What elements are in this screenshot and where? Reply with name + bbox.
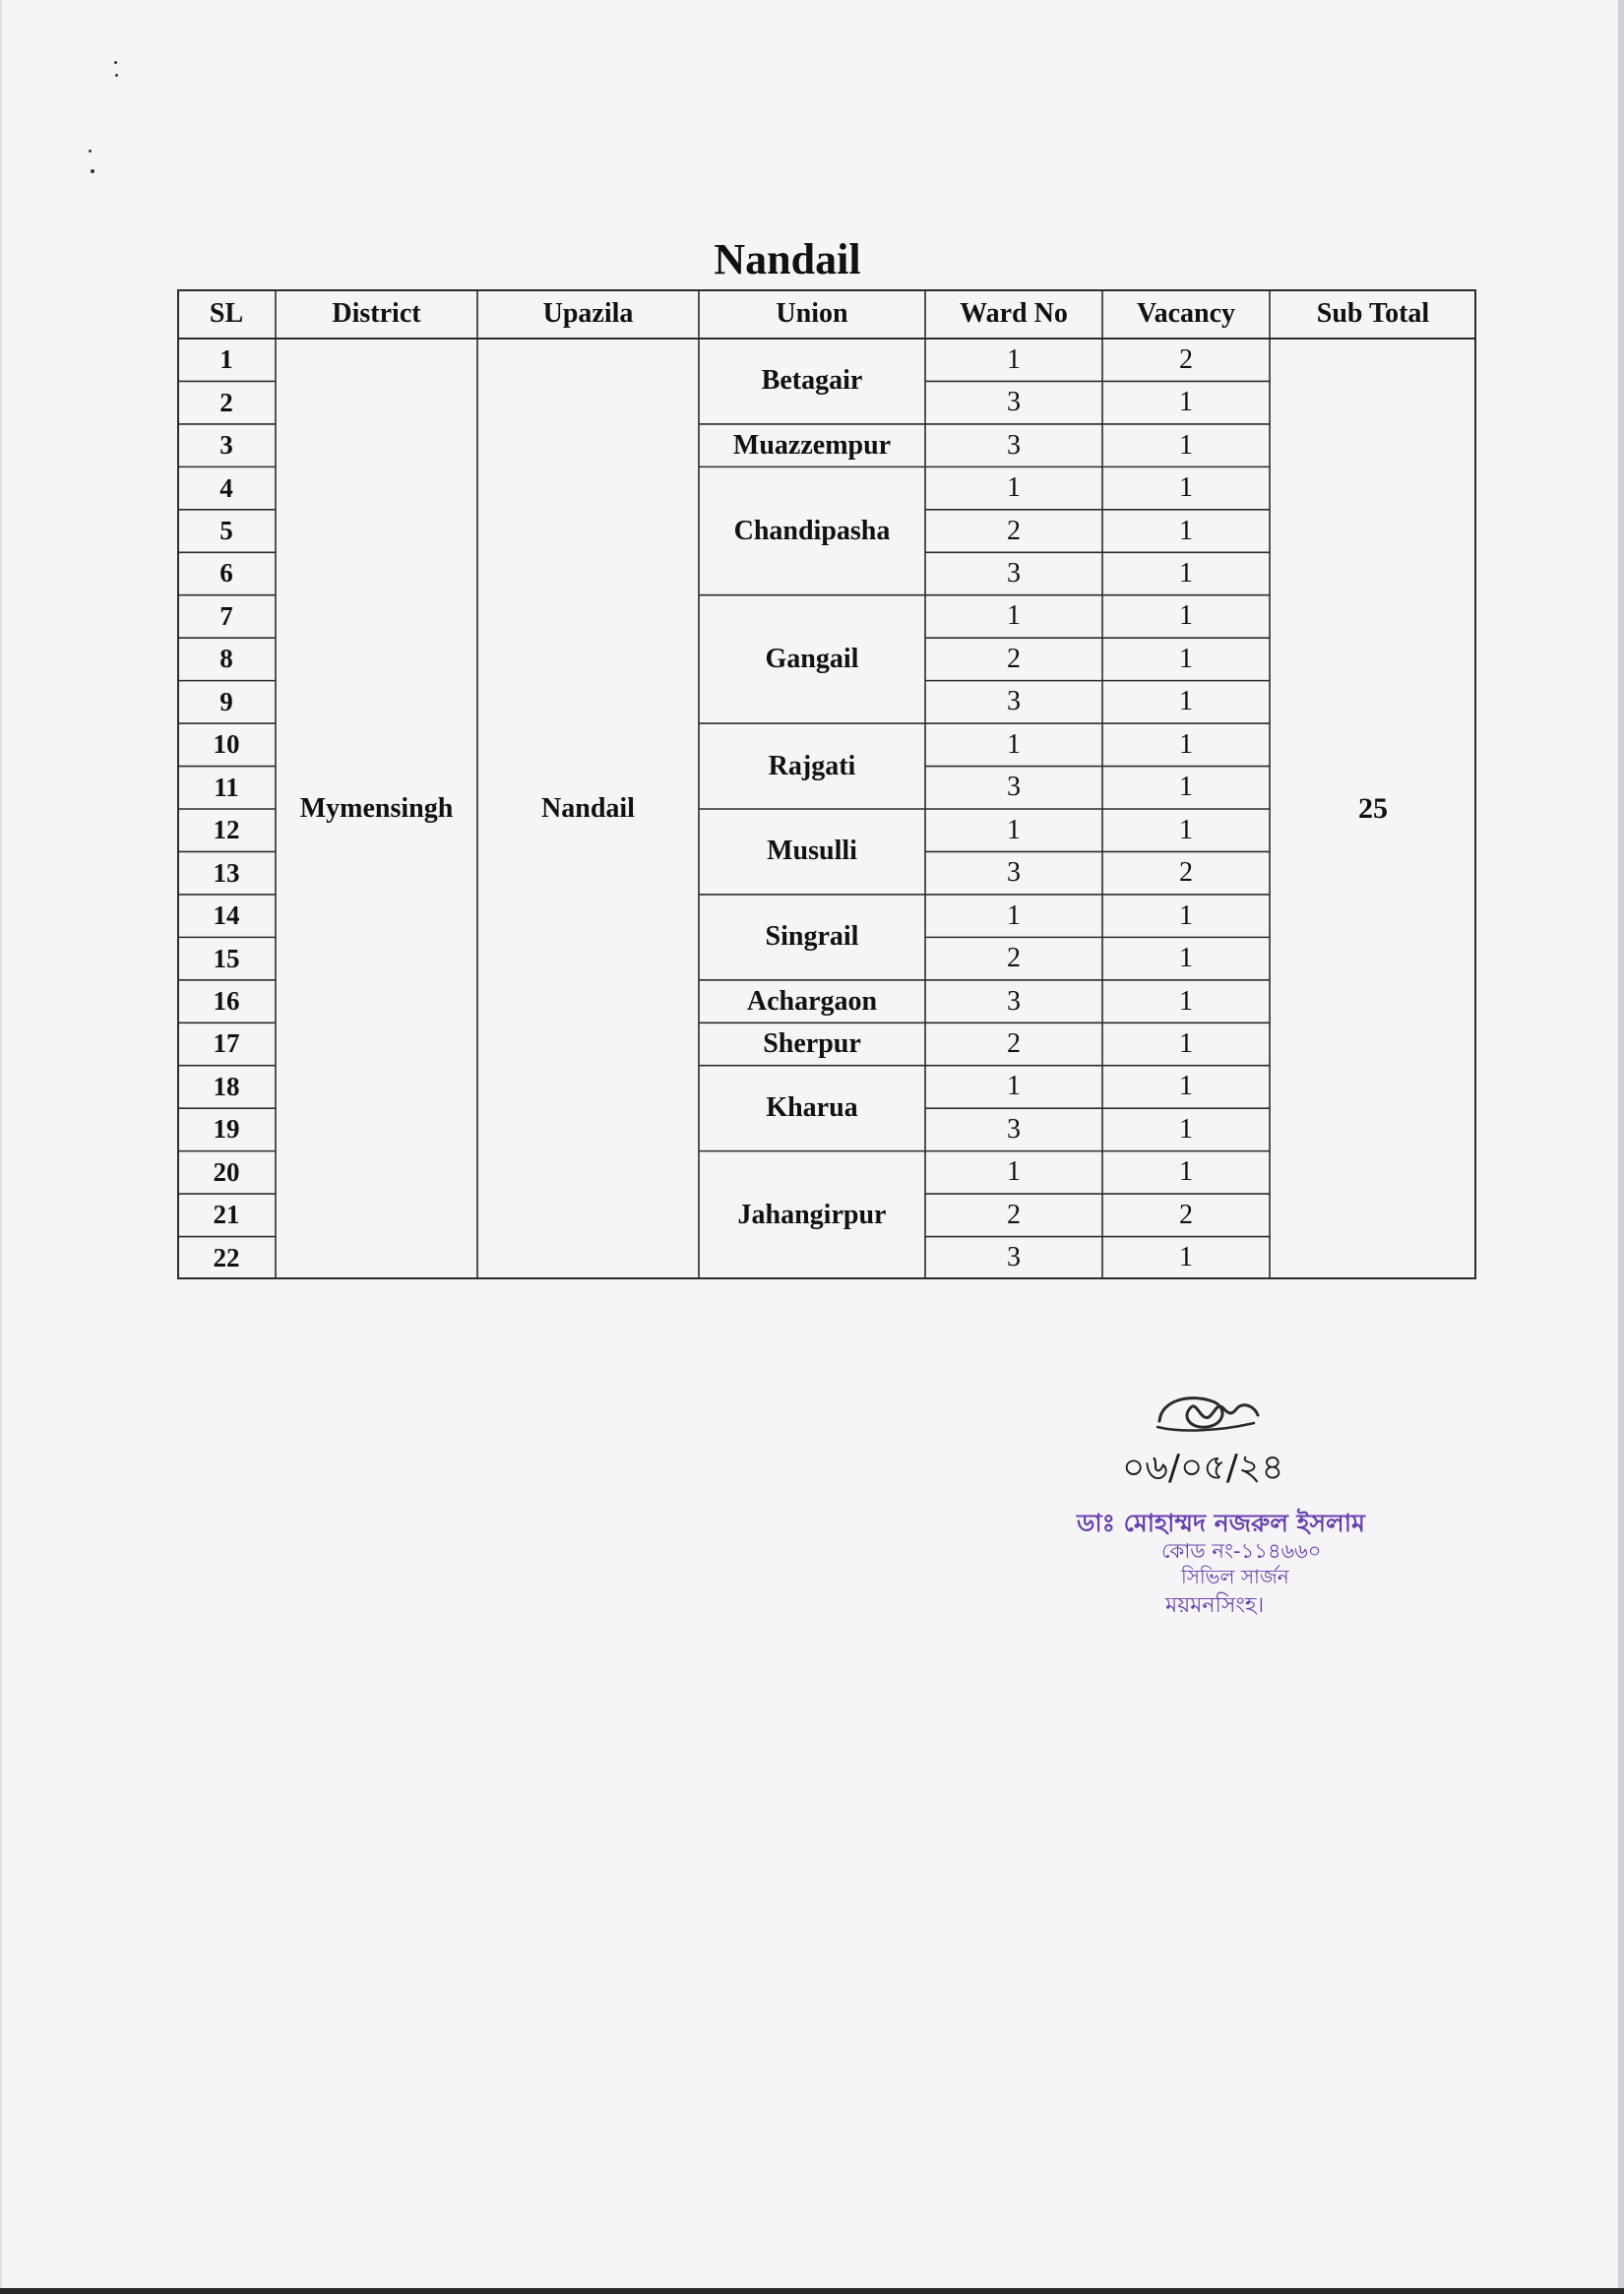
sl-number: 7	[219, 600, 233, 631]
scan-speck	[115, 74, 118, 77]
union-name: Sherpur	[763, 1027, 861, 1059]
vacancy-count: 1	[1179, 814, 1193, 845]
sl-number: 17	[213, 1028, 240, 1059]
sl-number: 12	[213, 815, 240, 845]
vacancy-count: 1	[1179, 1113, 1193, 1145]
sl-number: 2	[219, 387, 233, 417]
district-cell: Mymensingh	[299, 793, 454, 824]
page-left-edge	[0, 0, 2, 2294]
ward-number: 2	[1007, 1199, 1021, 1230]
ward-number: 3	[1007, 985, 1021, 1017]
vacancy-count: 1	[1179, 387, 1193, 418]
ward-number: 3	[1007, 772, 1021, 803]
union-name: Muazzempur	[732, 429, 892, 461]
union-name: Musulli	[767, 836, 857, 867]
union-name: Achargaon	[746, 985, 878, 1017]
header-vacancy: Vacancy	[1136, 298, 1236, 329]
sl-number: 15	[213, 943, 240, 973]
ward-number: 1	[1007, 600, 1021, 632]
signature-stamp	[1073, 1388, 1388, 1634]
ward-number: 3	[1007, 557, 1021, 589]
vacancy-count: 1	[1179, 429, 1193, 461]
sub-total-cell: 25	[1358, 792, 1388, 825]
page-bottom-edge	[0, 2288, 1624, 2294]
table-body	[177, 289, 1476, 1279]
union-name: Gangail	[765, 643, 859, 674]
sl-number: 21	[213, 1200, 240, 1230]
ward-number: 2	[1007, 1027, 1021, 1059]
sl-number: 6	[219, 558, 233, 589]
ward-number: 1	[1007, 1156, 1021, 1188]
header-sub-total: Sub Total	[1316, 298, 1430, 329]
header-ward-no: Ward No	[960, 298, 1068, 329]
sl-number: 18	[213, 1071, 240, 1101]
ward-number: 3	[1007, 1113, 1021, 1145]
sl-number: 8	[219, 644, 233, 674]
sl-number: 22	[213, 1242, 240, 1272]
vacancy-count: 1	[1179, 600, 1193, 632]
stamp-code: কোড নং-১১৪৬৬০	[1161, 1539, 1322, 1563]
vacancy-count: 1	[1179, 1071, 1193, 1102]
ward-number: 3	[1007, 387, 1021, 418]
vacancy-count: 1	[1179, 557, 1193, 589]
vacancy-count: 2	[1179, 343, 1193, 375]
upazila-cell: Nandail	[541, 793, 635, 824]
union-name: Betagair	[761, 365, 863, 397]
vacancy-count: 1	[1179, 515, 1193, 546]
vacancy-count: 2	[1179, 1199, 1193, 1230]
ward-number: 3	[1007, 857, 1021, 889]
vacancy-count: 1	[1179, 728, 1193, 760]
signature-date: ০৬/০৫/২৪	[1122, 1448, 1284, 1488]
sl-number: 14	[213, 900, 240, 931]
stamp-designation: সিভিল সার্জন	[1181, 1565, 1289, 1588]
page-title: Nandail	[714, 235, 861, 283]
sl-number: 1	[219, 344, 233, 375]
vacancy-count: 1	[1179, 943, 1193, 974]
stamp-place: ময়মনসিংহ।	[1165, 1593, 1265, 1618]
vacancy-count: 1	[1179, 772, 1193, 803]
sl-number: 10	[213, 729, 240, 760]
sl-number: 4	[219, 472, 233, 503]
ward-number: 3	[1007, 686, 1021, 717]
ward-number: 1	[1007, 343, 1021, 375]
header-district: District	[332, 298, 421, 329]
header-union: Union	[776, 298, 848, 329]
union-name: Rajgati	[768, 750, 856, 781]
union-name: Kharua	[766, 1092, 858, 1124]
ward-number: 1	[1007, 1071, 1021, 1102]
scan-speck	[89, 150, 92, 153]
vacancy-count: 1	[1179, 1242, 1193, 1273]
ward-number: 2	[1007, 943, 1021, 974]
header-upazila: Upazila	[542, 298, 634, 329]
sl-number: 19	[213, 1114, 240, 1145]
header-sl: SL	[209, 298, 244, 329]
signature-scribble	[1152, 1388, 1270, 1447]
vacancy-count: 1	[1179, 1156, 1193, 1188]
sl-number: 9	[219, 686, 233, 716]
ward-number: 1	[1007, 472, 1021, 504]
sl-number: 5	[219, 516, 233, 546]
vacancy-count: 1	[1179, 643, 1193, 674]
scan-speck	[114, 61, 117, 64]
ward-number: 3	[1007, 1242, 1021, 1273]
union-name: Jahangirpur	[737, 1199, 887, 1230]
vacancy-count: 1	[1179, 899, 1193, 931]
stamp-name: ডাঃ মোহাম্মদ নজরুল ইসলাম	[1077, 1509, 1365, 1537]
vacancy-count: 1	[1179, 472, 1193, 504]
union-name: Singrail	[765, 921, 859, 953]
vacancy-table	[177, 289, 1476, 1279]
page-right-edge	[1618, 0, 1624, 2294]
sl-number: 3	[219, 430, 233, 461]
ward-number: 2	[1007, 643, 1021, 674]
vacancy-count: 2	[1179, 857, 1193, 889]
ward-number: 2	[1007, 515, 1021, 546]
ward-number: 1	[1007, 899, 1021, 931]
sl-number: 13	[213, 857, 240, 888]
vacancy-count: 1	[1179, 985, 1193, 1017]
sl-number: 11	[214, 772, 239, 802]
ward-number: 1	[1007, 814, 1021, 845]
vacancy-count: 1	[1179, 1027, 1193, 1059]
scan-speck	[91, 169, 94, 173]
union-name: Chandipasha	[733, 515, 891, 546]
ward-number: 3	[1007, 429, 1021, 461]
sl-number: 16	[213, 986, 240, 1017]
sl-number: 20	[213, 1156, 240, 1187]
vacancy-count: 1	[1179, 686, 1193, 717]
ward-number: 1	[1007, 728, 1021, 760]
